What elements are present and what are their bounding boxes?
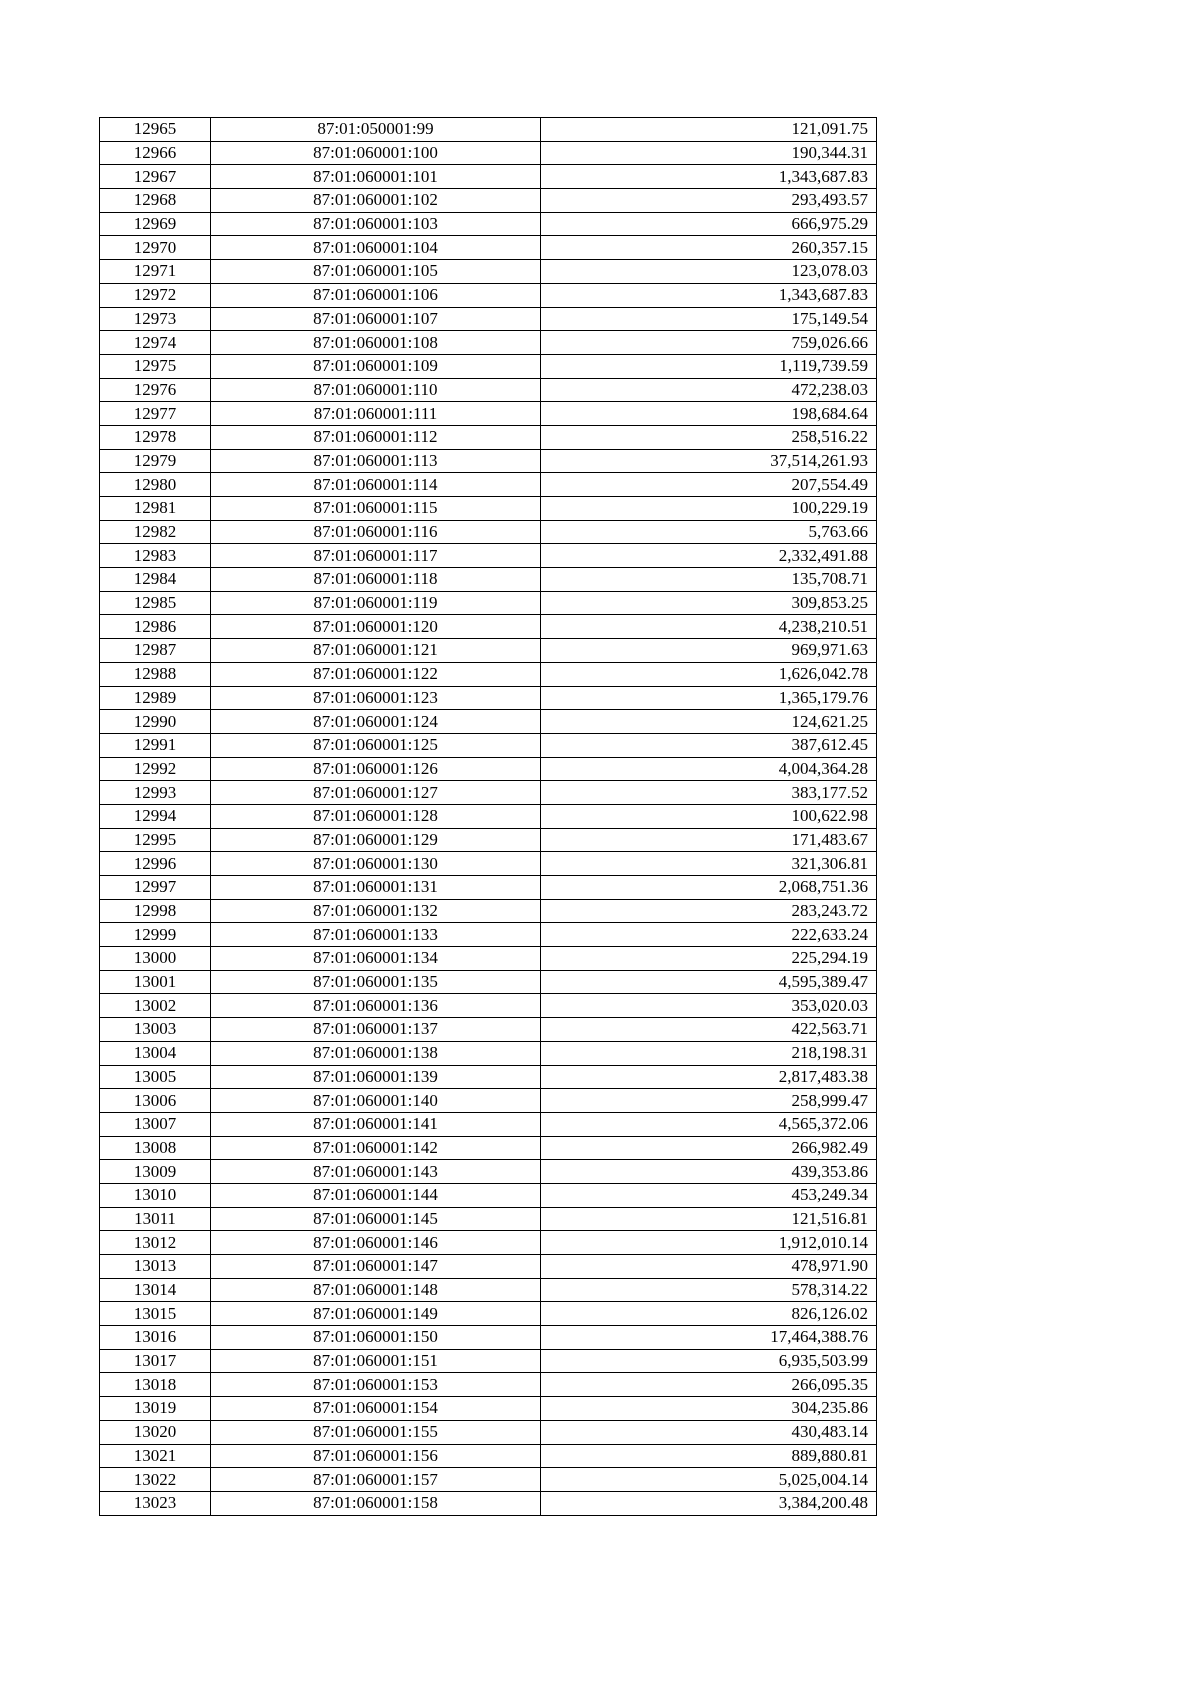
value-cell: 121,091.75 xyxy=(541,118,877,142)
row-number-cell: 13012 xyxy=(100,1231,211,1255)
cadastral-number-cell: 87:01:060001:132 xyxy=(211,899,541,923)
value-cell: 353,020.03 xyxy=(541,994,877,1018)
table-row xyxy=(100,591,877,615)
cadastral-number-cell: 87:01:060001:110 xyxy=(211,378,541,402)
cadastral-number-cell: 87:01:060001:155 xyxy=(211,1420,541,1444)
table-row xyxy=(100,568,877,592)
value-cell: 283,243.72 xyxy=(541,899,877,923)
value-cell: 222,633.24 xyxy=(541,923,877,947)
cadastral-number-cell: 87:01:060001:122 xyxy=(211,662,541,686)
cadastral-number-cell: 87:01:060001:138 xyxy=(211,1041,541,1065)
value-cell: 5,763.66 xyxy=(541,520,877,544)
row-number-cell: 13007 xyxy=(100,1112,211,1136)
row-number-cell: 13019 xyxy=(100,1397,211,1421)
row-number-cell: 12978 xyxy=(100,425,211,449)
table-row xyxy=(100,141,877,165)
value-cell: 2,068,751.36 xyxy=(541,876,877,900)
cadastral-number-cell: 87:01:060001:135 xyxy=(211,970,541,994)
value-cell: 422,563.71 xyxy=(541,1018,877,1042)
cadastral-number-cell: 87:01:060001:127 xyxy=(211,781,541,805)
cadastral-number-cell: 87:01:060001:100 xyxy=(211,141,541,165)
value-cell: 1,626,042.78 xyxy=(541,662,877,686)
table-row xyxy=(100,733,877,757)
value-cell: 1,119,739.59 xyxy=(541,354,877,378)
value-cell: 383,177.52 xyxy=(541,781,877,805)
row-number-cell: 13022 xyxy=(100,1468,211,1492)
table-row xyxy=(100,899,877,923)
table-row xyxy=(100,1397,877,1421)
cadastral-number-cell: 87:01:060001:131 xyxy=(211,876,541,900)
row-number-cell: 13001 xyxy=(100,970,211,994)
cadastral-number-cell: 87:01:060001:117 xyxy=(211,544,541,568)
row-number-cell: 13003 xyxy=(100,1018,211,1042)
value-cell: 266,095.35 xyxy=(541,1373,877,1397)
value-cell: 124,621.25 xyxy=(541,710,877,734)
row-number-cell: 13017 xyxy=(100,1349,211,1373)
row-number-cell: 12972 xyxy=(100,283,211,307)
value-cell: 123,078.03 xyxy=(541,260,877,284)
row-number-cell: 12992 xyxy=(100,757,211,781)
value-cell: 258,999.47 xyxy=(541,1089,877,1113)
row-number-cell: 13015 xyxy=(100,1302,211,1326)
row-number-cell: 12969 xyxy=(100,212,211,236)
row-number-cell: 12986 xyxy=(100,615,211,639)
table-row xyxy=(100,449,877,473)
cadastral-number-cell: 87:01:060001:113 xyxy=(211,449,541,473)
row-number-cell: 12976 xyxy=(100,378,211,402)
table-row xyxy=(100,1183,877,1207)
table-row xyxy=(100,876,877,900)
cadastral-number-cell: 87:01:060001:136 xyxy=(211,994,541,1018)
row-number-cell: 13016 xyxy=(100,1326,211,1350)
table-row xyxy=(100,1444,877,1468)
row-number-cell: 12991 xyxy=(100,733,211,757)
cadastral-number-cell: 87:01:060001:143 xyxy=(211,1160,541,1184)
cadastral-number-cell: 87:01:060001:140 xyxy=(211,1089,541,1113)
table-row xyxy=(100,1468,877,1492)
row-number-cell: 13011 xyxy=(100,1207,211,1231)
table-row xyxy=(100,804,877,828)
value-cell: 260,357.15 xyxy=(541,236,877,260)
cadastral-number-cell: 87:01:060001:103 xyxy=(211,212,541,236)
row-number-cell: 13004 xyxy=(100,1041,211,1065)
cadastral-number-cell: 87:01:060001:147 xyxy=(211,1255,541,1279)
table-row xyxy=(100,1420,877,1444)
value-cell: 293,493.57 xyxy=(541,189,877,213)
cadastral-number-cell: 87:01:060001:150 xyxy=(211,1326,541,1350)
cadastral-number-cell: 87:01:060001:141 xyxy=(211,1112,541,1136)
cadastral-number-cell: 87:01:060001:118 xyxy=(211,568,541,592)
table-row xyxy=(100,212,877,236)
cadastral-number-cell: 87:01:060001:148 xyxy=(211,1278,541,1302)
value-cell: 1,343,687.83 xyxy=(541,283,877,307)
value-cell: 175,149.54 xyxy=(541,307,877,331)
row-number-cell: 12999 xyxy=(100,923,211,947)
row-number-cell: 13023 xyxy=(100,1491,211,1515)
cadastral-number-cell: 87:01:060001:104 xyxy=(211,236,541,260)
value-cell: 218,198.31 xyxy=(541,1041,877,1065)
cadastral-number-cell: 87:01:060001:154 xyxy=(211,1397,541,1421)
value-cell: 826,126.02 xyxy=(541,1302,877,1326)
value-cell: 478,971.90 xyxy=(541,1255,877,1279)
row-number-cell: 12975 xyxy=(100,354,211,378)
row-number-cell: 13014 xyxy=(100,1278,211,1302)
cadastral-number-cell: 87:01:060001:106 xyxy=(211,283,541,307)
row-number-cell: 12977 xyxy=(100,402,211,426)
value-cell: 266,982.49 xyxy=(541,1136,877,1160)
value-cell: 759,026.66 xyxy=(541,331,877,355)
row-number-cell: 12966 xyxy=(100,141,211,165)
table-row xyxy=(100,1041,877,1065)
table-row xyxy=(100,852,877,876)
cadastral-number-cell: 87:01:060001:116 xyxy=(211,520,541,544)
table-row xyxy=(100,1018,877,1042)
value-cell: 453,249.34 xyxy=(541,1183,877,1207)
table-row xyxy=(100,1089,877,1113)
row-number-cell: 12998 xyxy=(100,899,211,923)
value-cell: 309,853.25 xyxy=(541,591,877,615)
table-row xyxy=(100,1302,877,1326)
row-number-cell: 12967 xyxy=(100,165,211,189)
table-row xyxy=(100,544,877,568)
table-row xyxy=(100,947,877,971)
table-row xyxy=(100,473,877,497)
row-number-cell: 12987 xyxy=(100,639,211,663)
cadastral-number-cell: 87:01:060001:142 xyxy=(211,1136,541,1160)
value-cell: 100,622.98 xyxy=(541,804,877,828)
value-cell: 2,332,491.88 xyxy=(541,544,877,568)
table-row xyxy=(100,615,877,639)
value-cell: 5,025,004.14 xyxy=(541,1468,877,1492)
row-number-cell: 12994 xyxy=(100,804,211,828)
row-number-cell: 13002 xyxy=(100,994,211,1018)
cadastral-number-cell: 87:01:060001:151 xyxy=(211,1349,541,1373)
cadastral-number-cell: 87:01:060001:157 xyxy=(211,1468,541,1492)
value-cell: 4,238,210.51 xyxy=(541,615,877,639)
cadastral-number-cell: 87:01:060001:158 xyxy=(211,1491,541,1515)
cadastral-number-cell: 87:01:060001:144 xyxy=(211,1183,541,1207)
table-body xyxy=(100,118,877,1516)
cadastral-number-cell: 87:01:060001:134 xyxy=(211,947,541,971)
row-number-cell: 12983 xyxy=(100,544,211,568)
table-row xyxy=(100,970,877,994)
cadastral-number-cell: 87:01:060001:115 xyxy=(211,497,541,521)
table-row xyxy=(100,662,877,686)
cadastral-number-cell: 87:01:060001:153 xyxy=(211,1373,541,1397)
cadastral-number-cell: 87:01:060001:139 xyxy=(211,1065,541,1089)
value-cell: 387,612.45 xyxy=(541,733,877,757)
row-number-cell: 12980 xyxy=(100,473,211,497)
value-cell: 37,514,261.93 xyxy=(541,449,877,473)
row-number-cell: 13020 xyxy=(100,1420,211,1444)
cadastral-number-cell: 87:01:060001:105 xyxy=(211,260,541,284)
table-row xyxy=(100,994,877,1018)
table-row xyxy=(100,1112,877,1136)
table-row xyxy=(100,828,877,852)
table-row xyxy=(100,710,877,734)
value-cell: 190,344.31 xyxy=(541,141,877,165)
table-row xyxy=(100,354,877,378)
cadastral-number-cell: 87:01:060001:133 xyxy=(211,923,541,947)
table-row xyxy=(100,1231,877,1255)
value-cell: 198,684.64 xyxy=(541,402,877,426)
cadastral-number-cell: 87:01:060001:128 xyxy=(211,804,541,828)
row-number-cell: 12984 xyxy=(100,568,211,592)
value-cell: 578,314.22 xyxy=(541,1278,877,1302)
cadastral-number-cell: 87:01:060001:121 xyxy=(211,639,541,663)
cadastral-number-cell: 87:01:060001:124 xyxy=(211,710,541,734)
table-row xyxy=(100,1255,877,1279)
cadastral-number-cell: 87:01:060001:146 xyxy=(211,1231,541,1255)
value-cell: 304,235.86 xyxy=(541,1397,877,1421)
table-row xyxy=(100,331,877,355)
row-number-cell: 12968 xyxy=(100,189,211,213)
table-row xyxy=(100,1136,877,1160)
cadastral-number-cell: 87:01:060001:125 xyxy=(211,733,541,757)
table-row xyxy=(100,1065,877,1089)
row-number-cell: 13013 xyxy=(100,1255,211,1279)
value-cell: 100,229.19 xyxy=(541,497,877,521)
value-cell: 2,817,483.38 xyxy=(541,1065,877,1089)
cadastral-number-cell: 87:01:060001:119 xyxy=(211,591,541,615)
table-row xyxy=(100,1326,877,1350)
table-row xyxy=(100,1349,877,1373)
cadastral-number-cell: 87:01:060001:123 xyxy=(211,686,541,710)
row-number-cell: 12965 xyxy=(100,118,211,142)
value-cell: 6,935,503.99 xyxy=(541,1349,877,1373)
row-number-cell: 12990 xyxy=(100,710,211,734)
cadastral-number-cell: 87:01:060001:156 xyxy=(211,1444,541,1468)
table-row xyxy=(100,1278,877,1302)
value-cell: 439,353.86 xyxy=(541,1160,877,1184)
value-cell: 1,365,179.76 xyxy=(541,686,877,710)
row-number-cell: 12988 xyxy=(100,662,211,686)
row-number-cell: 12970 xyxy=(100,236,211,260)
cadastral-number-cell: 87:01:060001:102 xyxy=(211,189,541,213)
table-row xyxy=(100,923,877,947)
row-number-cell: 12997 xyxy=(100,876,211,900)
table-row xyxy=(100,686,877,710)
row-number-cell: 13005 xyxy=(100,1065,211,1089)
cadastral-number-cell: 87:01:060001:112 xyxy=(211,425,541,449)
cadastral-number-cell: 87:01:060001:120 xyxy=(211,615,541,639)
row-number-cell: 13010 xyxy=(100,1183,211,1207)
value-cell: 171,483.67 xyxy=(541,828,877,852)
table-row xyxy=(100,118,877,142)
row-number-cell: 13021 xyxy=(100,1444,211,1468)
table-row xyxy=(100,520,877,544)
cadastral-number-cell: 87:01:060001:114 xyxy=(211,473,541,497)
table-row xyxy=(100,378,877,402)
cadastral-number-cell: 87:01:060001:101 xyxy=(211,165,541,189)
cadastral-number-cell: 87:01:060001:126 xyxy=(211,757,541,781)
row-number-cell: 13009 xyxy=(100,1160,211,1184)
cadastral-number-cell: 87:01:060001:108 xyxy=(211,331,541,355)
cadastral-number-cell: 87:01:060001:130 xyxy=(211,852,541,876)
table-row xyxy=(100,1207,877,1231)
table-row xyxy=(100,639,877,663)
table-row xyxy=(100,757,877,781)
table-row xyxy=(100,425,877,449)
cadastral-number-cell: 87:01:060001:111 xyxy=(211,402,541,426)
row-number-cell: 12985 xyxy=(100,591,211,615)
value-cell: 225,294.19 xyxy=(541,947,877,971)
table-row xyxy=(100,260,877,284)
table-row xyxy=(100,402,877,426)
cadastral-number-cell: 87:01:060001:107 xyxy=(211,307,541,331)
table-row xyxy=(100,1160,877,1184)
data-table xyxy=(99,117,877,1516)
row-number-cell: 13018 xyxy=(100,1373,211,1397)
value-cell: 472,238.03 xyxy=(541,378,877,402)
row-number-cell: 12982 xyxy=(100,520,211,544)
table-row xyxy=(100,1373,877,1397)
value-cell: 889,880.81 xyxy=(541,1444,877,1468)
row-number-cell: 12971 xyxy=(100,260,211,284)
cadastral-number-cell: 87:01:060001:129 xyxy=(211,828,541,852)
value-cell: 4,565,372.06 xyxy=(541,1112,877,1136)
table-row xyxy=(100,283,877,307)
value-cell: 1,912,010.14 xyxy=(541,1231,877,1255)
value-cell: 4,595,389.47 xyxy=(541,970,877,994)
value-cell: 17,464,388.76 xyxy=(541,1326,877,1350)
row-number-cell: 12973 xyxy=(100,307,211,331)
value-cell: 969,971.63 xyxy=(541,639,877,663)
value-cell: 321,306.81 xyxy=(541,852,877,876)
value-cell: 207,554.49 xyxy=(541,473,877,497)
cadastral-number-cell: 87:01:060001:145 xyxy=(211,1207,541,1231)
row-number-cell: 12981 xyxy=(100,497,211,521)
table-row xyxy=(100,165,877,189)
row-number-cell: 12989 xyxy=(100,686,211,710)
cadastral-number-cell: 87:01:050001:99 xyxy=(211,118,541,142)
value-cell: 258,516.22 xyxy=(541,425,877,449)
row-number-cell: 12993 xyxy=(100,781,211,805)
value-cell: 4,004,364.28 xyxy=(541,757,877,781)
value-cell: 1,343,687.83 xyxy=(541,165,877,189)
value-cell: 430,483.14 xyxy=(541,1420,877,1444)
value-cell: 135,708.71 xyxy=(541,568,877,592)
table-row xyxy=(100,236,877,260)
table-row xyxy=(100,189,877,213)
value-cell: 666,975.29 xyxy=(541,212,877,236)
cadastral-number-cell: 87:01:060001:149 xyxy=(211,1302,541,1326)
table-row xyxy=(100,1491,877,1515)
table-row xyxy=(100,307,877,331)
cadastral-number-cell: 87:01:060001:137 xyxy=(211,1018,541,1042)
row-number-cell: 12996 xyxy=(100,852,211,876)
value-cell: 121,516.81 xyxy=(541,1207,877,1231)
row-number-cell: 13008 xyxy=(100,1136,211,1160)
row-number-cell: 13006 xyxy=(100,1089,211,1113)
value-cell: 3,384,200.48 xyxy=(541,1491,877,1515)
row-number-cell: 13000 xyxy=(100,947,211,971)
row-number-cell: 12995 xyxy=(100,828,211,852)
table-row xyxy=(100,781,877,805)
row-number-cell: 12974 xyxy=(100,331,211,355)
row-number-cell: 12979 xyxy=(100,449,211,473)
table-row xyxy=(100,497,877,521)
cadastral-number-cell: 87:01:060001:109 xyxy=(211,354,541,378)
